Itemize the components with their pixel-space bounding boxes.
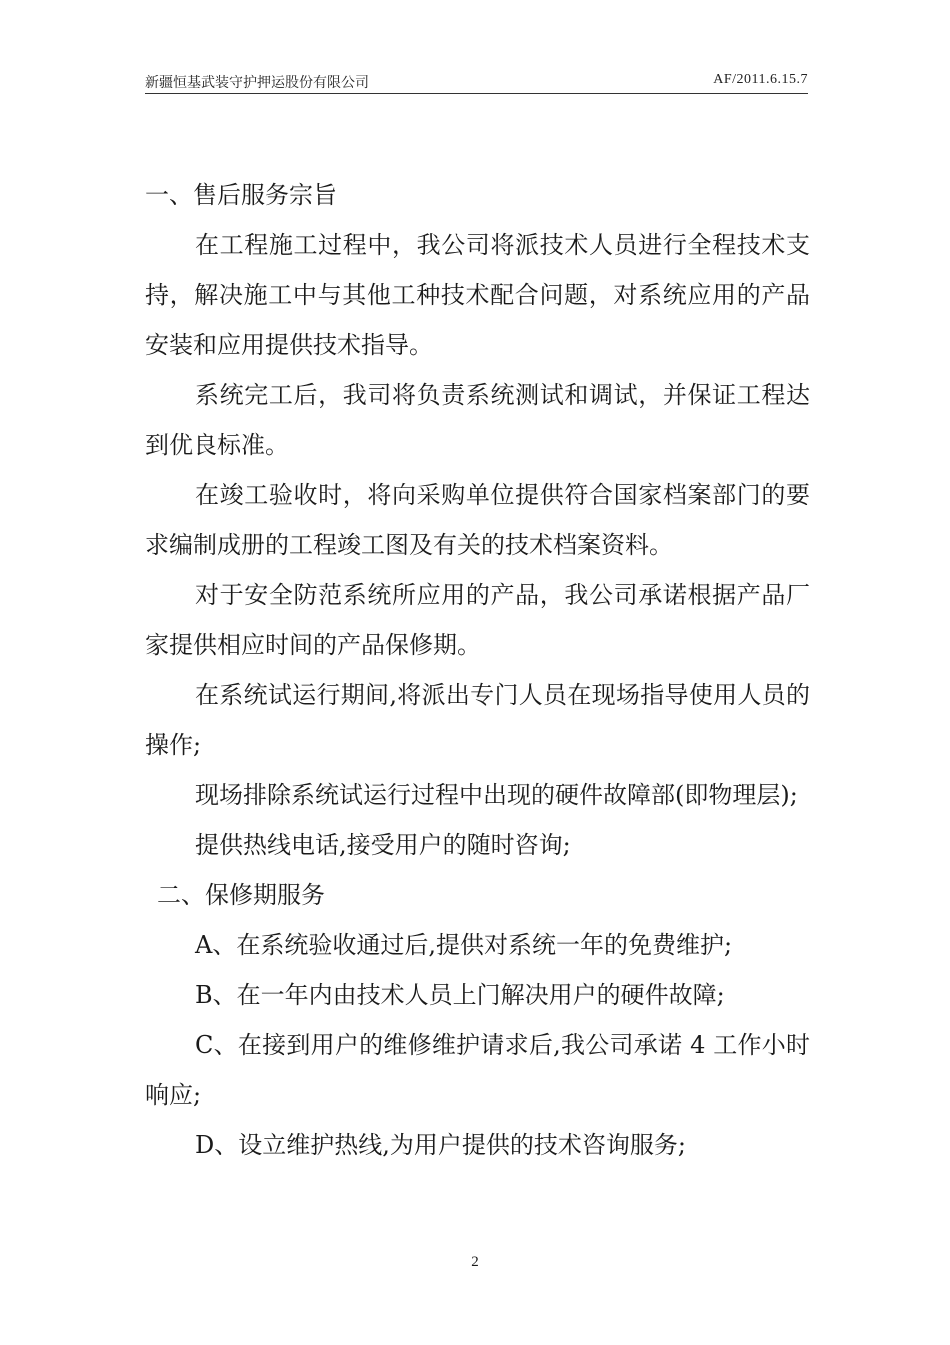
page-number: 2 [471,1254,479,1270]
paragraph: 在工程施工过程中，我公司将派技术人员进行全程技术支持，解决施工中与其他工种技术配合问题，对系统应用的产品安装和应用提供技术指导。 [145,231,810,359]
list-item: D、设立维护热线,为用户提供的技术咨询服务; [195,1131,686,1159]
page-header [145,72,808,92]
paragraph: 现场排除系统试运行过程中出现的硬件故障部(即物理层); [195,781,798,809]
section-heading-1: 一、售后服务宗旨 [145,181,337,209]
document-body [145,170,810,1170]
list-item: A、在系统验收通过后,提供对系统一年的免费维护; [195,931,733,959]
paragraph: 在系统试运行期间,将派出专门人员在现场指导使用人员的操作; [145,681,810,759]
header-divider [145,93,808,94]
paragraph: 提供热线电话,接受用户的随时咨询; [195,831,571,859]
list-item: B、在一年内由技术人员上门解决用户的硬件故障; [195,981,725,1009]
company-name: 新疆恒基武装守护押运股份有限公司 [145,75,369,91]
paragraph: 在竣工验收时，将向采购单位提供符合国家档案部门的要求编制成册的工程竣工图及有关的技术档案资料。 [145,481,810,559]
section-heading-2: 二、保修期服务 [157,881,325,909]
list-item: C、在接到用户的维修维护请求后,我公司承诺 4 工作小时响应; [145,1031,810,1109]
paragraph: 系统完工后，我司将负责系统测试和调试，并保证工程达到优良标准。 [145,381,810,459]
document-code: AF/2011.6.15.7 [713,72,808,87]
paragraph: 对于安全防范系统所应用的产品，我公司承诺根据产品厂家提供相应时间的产品保修期。 [145,581,810,659]
